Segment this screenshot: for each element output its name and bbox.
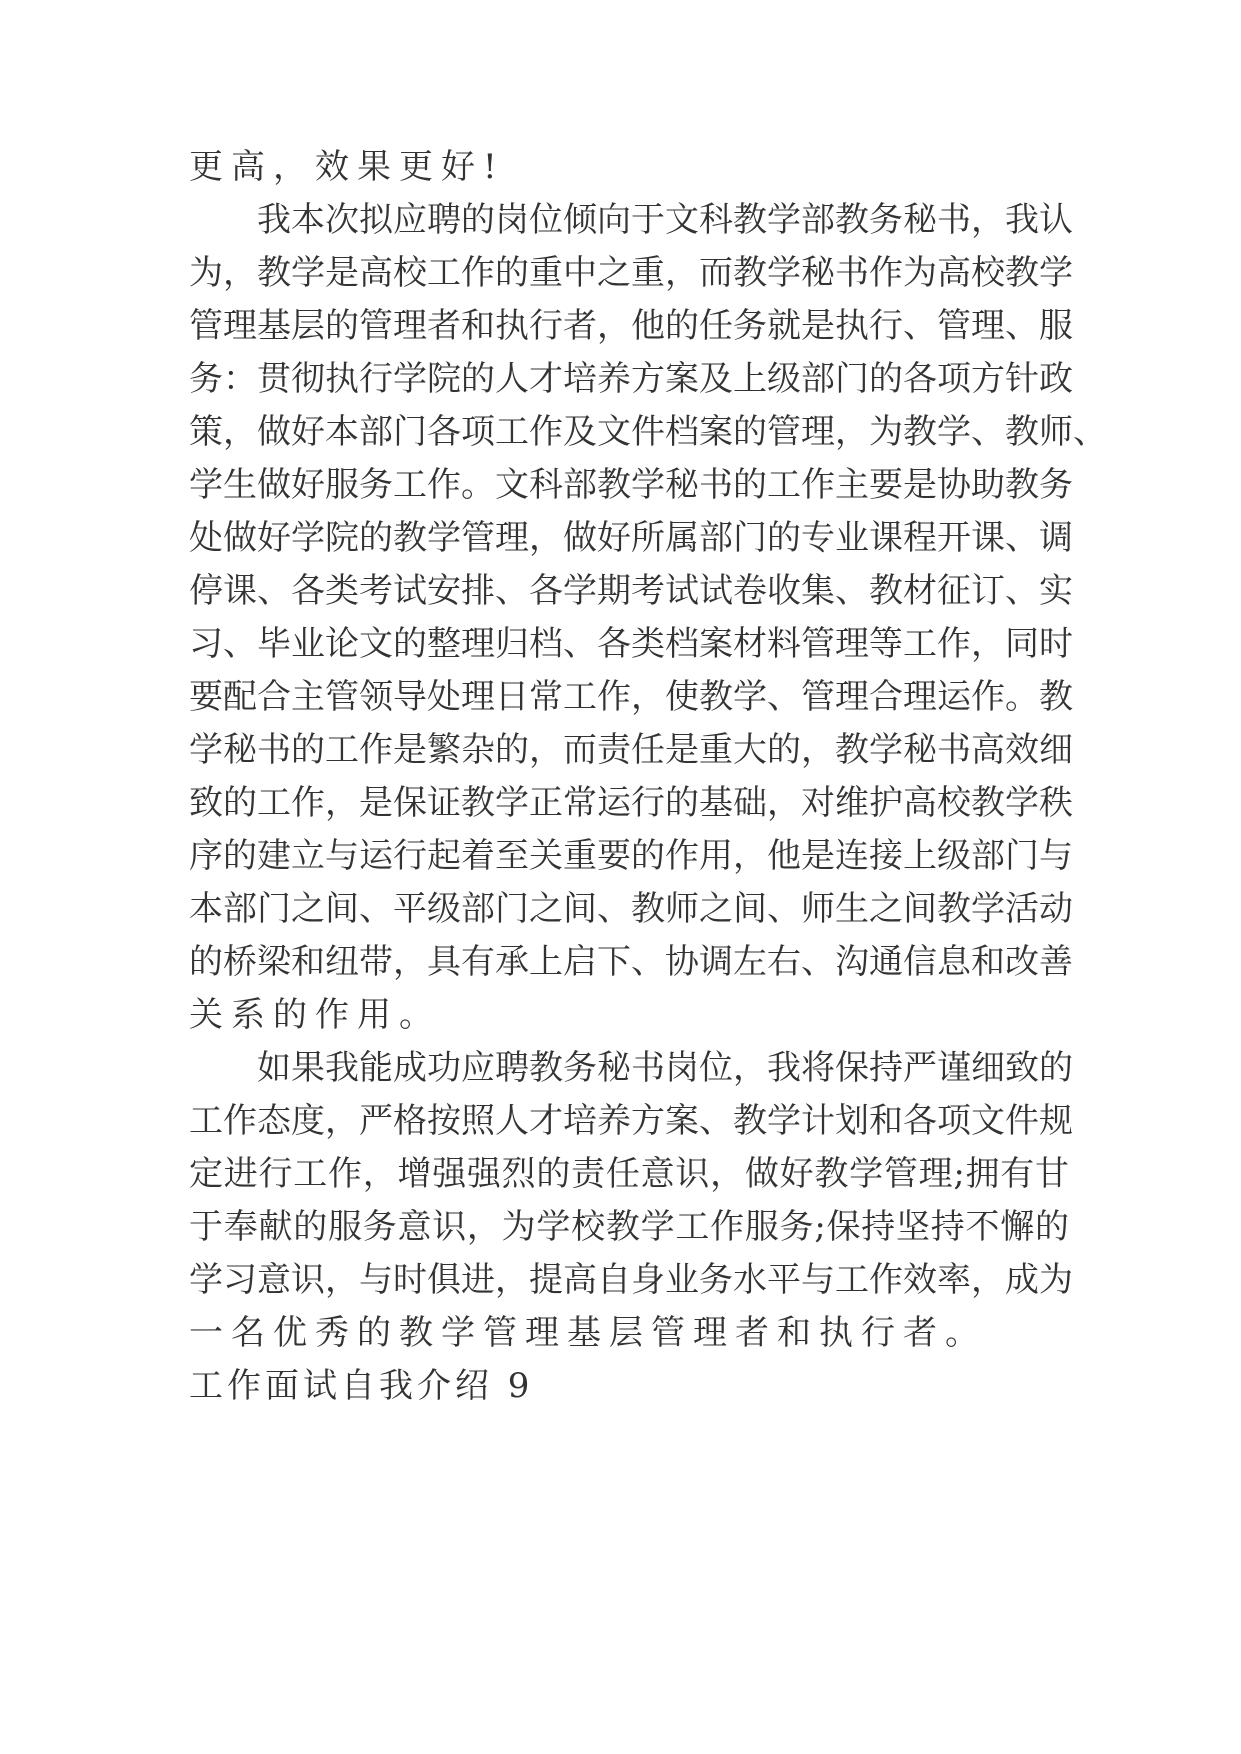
paragraph-2-line-5: 学习意识，与时俱进，提高自身业务水平与工作效率，成为 — [189, 1260, 1073, 1300]
paragraph-1-line-4: 务：贯彻执行学院的人才培养方案及上级部门的各项方针政 — [189, 359, 1073, 399]
paragraph-2-line-2: 工作态度，严格按照人才培养方案、教学计划和各项文件规 — [189, 1101, 1073, 1141]
paragraph-2-line-4: 于奉献的服务意识，为学校教学工作服务;保持坚持不懈的 — [189, 1207, 1069, 1247]
paragraph-1-line-3: 管理基层的管理者和执行者，他的任务就是执行、管理、服 — [189, 306, 1073, 346]
paragraph-1-line-5: 策，做好本部门各项工作及文件档案的管理，为教学、教师、 — [189, 412, 1107, 452]
paragraph-1-line-1: 我本次拟应聘的岗位倾向于文科教学部教务秘书，我认 — [257, 200, 1073, 240]
text-line-1: 更高，效果更好! — [189, 147, 505, 187]
paragraph-1-line-8: 停课、各类考试安排、各学期考试试卷收集、教材征订、实 — [189, 571, 1073, 611]
paragraph-1-line-11: 学秘书的工作是繁杂的，而责任是重大的，教学秘书高效细 — [189, 730, 1073, 770]
paragraph-1-line-14: 本部门之间、平级部门之间、教师之间、师生之间教学活动 — [189, 889, 1073, 929]
paragraph-1-line-2: 为，教学是高校工作的重中之重，而教学秘书作为高校教学 — [189, 253, 1073, 293]
section-heading: 工作面试自我介绍 9 — [189, 1366, 534, 1406]
paragraph-1-line-10: 要配合主管领导处理日常工作，使教学、管理合理运作。教 — [189, 677, 1073, 717]
paragraph-1-line-12: 致的工作，是保证教学正常运行的基础，对维护高校教学秩 — [189, 783, 1073, 823]
paragraph-1-line-6: 学生做好服务工作。文科部教学秘书的工作主要是协助教务 — [189, 465, 1073, 505]
paragraph-1-line-7: 处做好学院的教学管理，做好所属部门的专业课程开课、调 — [189, 518, 1073, 558]
paragraph-1-line-16: 关系的作用。 — [189, 995, 441, 1035]
paragraph-2-line-6: 一名优秀的教学管理基层管理者和执行者。 — [189, 1313, 987, 1353]
paragraph-1-line-13: 序的建立与运行起着至关重要的作用，他是连接上级部门与 — [189, 836, 1073, 876]
paragraph-1-line-9: 习、毕业论文的整理归档、各类档案材料管理等工作，同时 — [189, 624, 1073, 664]
paragraph-2-line-3: 定进行工作，增强强烈的责任意识，做好教学管理;拥有甘 — [189, 1154, 1070, 1194]
paragraph-1-line-15: 的桥梁和纽带，具有承上启下、协调左右、沟通信息和改善 — [189, 942, 1073, 982]
paragraph-2-line-1: 如果我能成功应聘教务秘书岗位，我将保持严谨细致的 — [257, 1048, 1073, 1088]
